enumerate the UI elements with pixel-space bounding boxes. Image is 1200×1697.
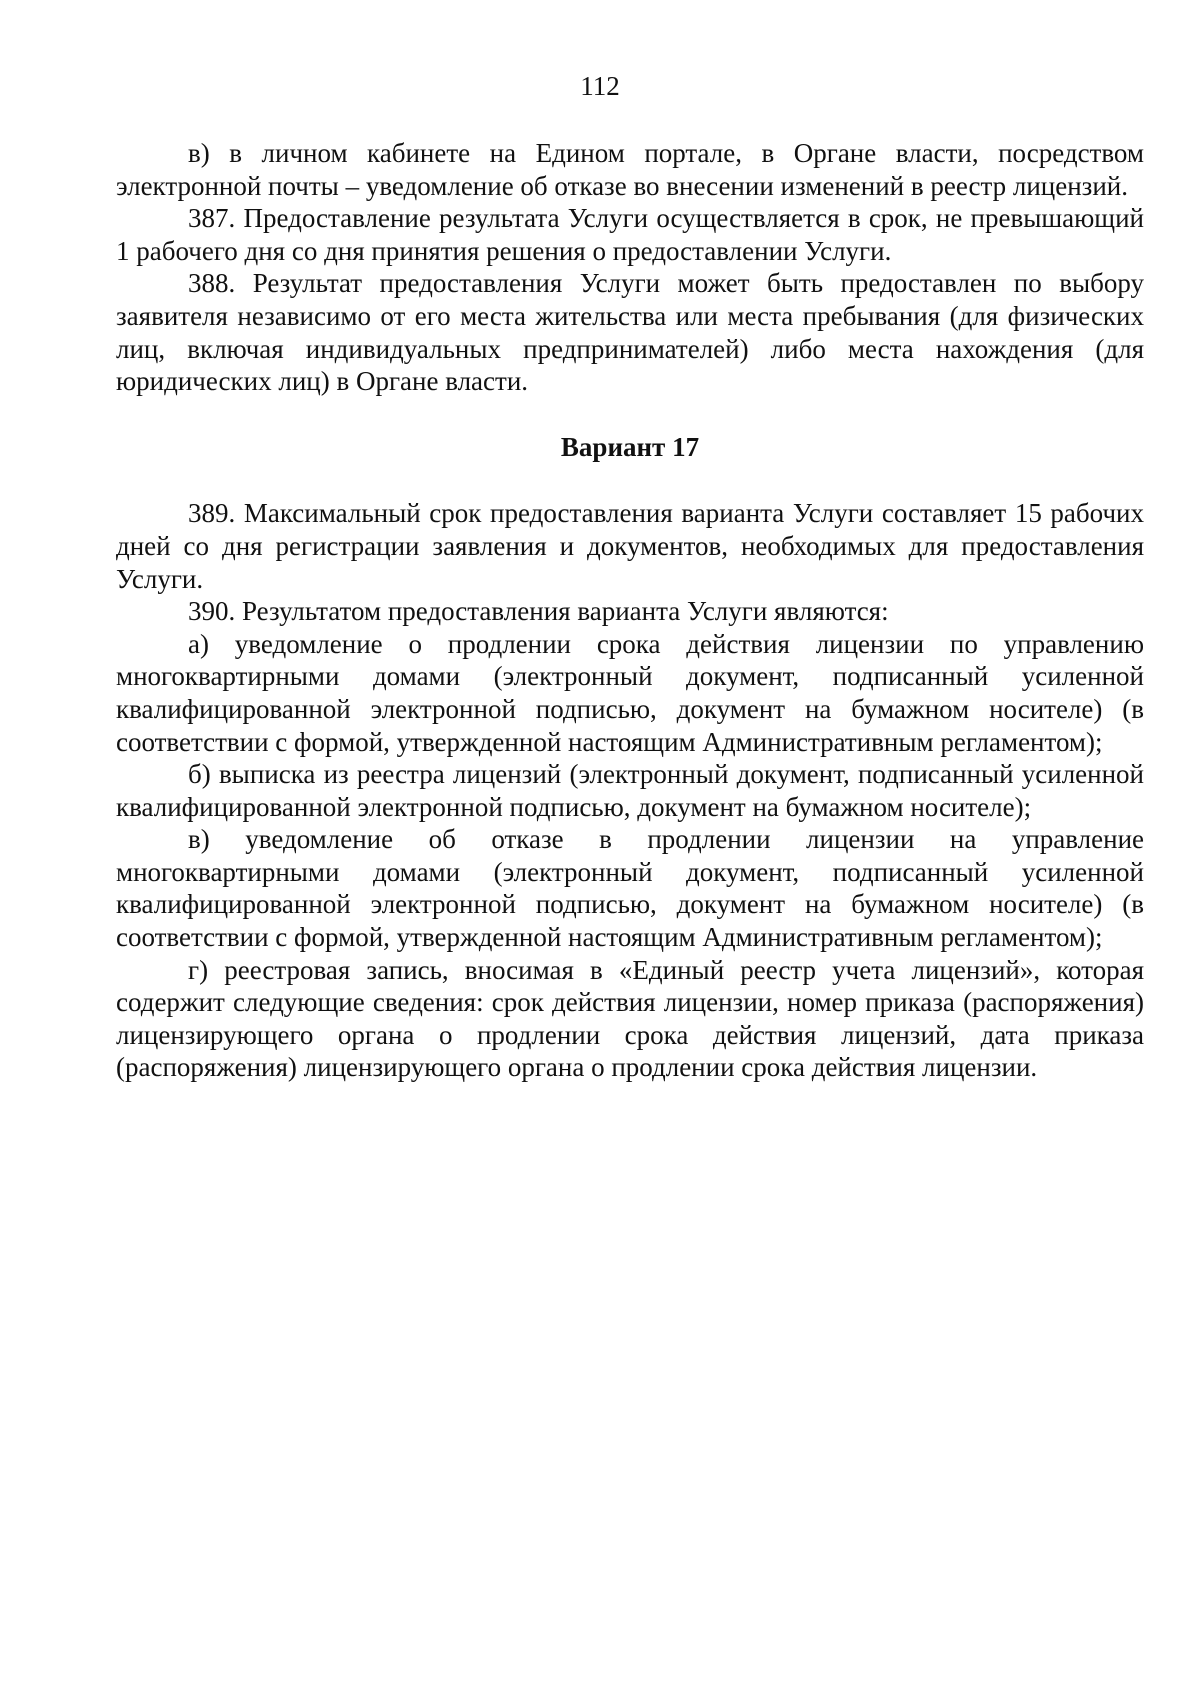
paragraph-item-g: г) реестровая запись, вносимая в «Единый реестр учета лицензий», которая содержит следующие сведения: срок действия лицензии, номер приказа (распоряжения) лицензирующего органа о продлении срока действия лицензий, дата приказа (распоряжения) лицензирующего органа о продлении срока действия лицензии.: [116, 954, 1144, 1083]
paragraph-389: 389. Максимальный срок предоставления варианта Услуги составляет 15 рабочих дней со дня регистрации заявления и документов, необходимых для предоставления Услуги.: [116, 498, 1144, 594]
paragraph-387: 387. Предоставление результата Услуги осуществляется в срок, не превышающий 1 рабочего дня со дня принятия решения о предоставлении Услуги.: [116, 203, 1144, 266]
paragraph-390: 390. Результатом предоставления варианта Услуги являются:: [188, 596, 889, 627]
section-heading: Вариант 17: [560, 431, 700, 462]
page-number: 112: [580, 71, 620, 101]
paragraph-item-a: а) уведомление о продлении срока действия лицензии по управлению многоквартирными домами (электронный документ, подписанный усиленной квалифицированной электронной подписью, документ на бумажном носителе) (в соответствии с формой, утвержденной настоящим Административным регламентом);: [116, 628, 1144, 757]
paragraph-item-b: б) выписка из реестра лицензий (электронный документ, подписанный усиленной квалифицированной электронной подписью, документ на бумажном носителе);: [116, 759, 1144, 822]
paragraph-388: 388. Результат предоставления Услуги может быть предоставлен по выбору заявителя независимо от его места жительства или места пребывания (для физических лиц, включая индивидуальных предпринимателей) либо места нахождения (для юридических лиц) в Органе власти.: [116, 268, 1144, 397]
paragraph-item-v-notice: в) в личном кабинете на Едином портале, в Органе власти, посредством электронной почты – уведомление об отказе во внесении изменений в реестр лицензий.: [116, 138, 1144, 201]
document-body: [116, 137, 1144, 1084]
paragraph-item-v: в) уведомление об отказе в продлении лицензии на управление многоквартирными домами (электронный документ, подписанный усиленной квалифицированной электронной подписью, документ на бумажном носителе) (в соответствии с формой, утвержденной настоящим Административным регламентом);: [116, 824, 1144, 953]
